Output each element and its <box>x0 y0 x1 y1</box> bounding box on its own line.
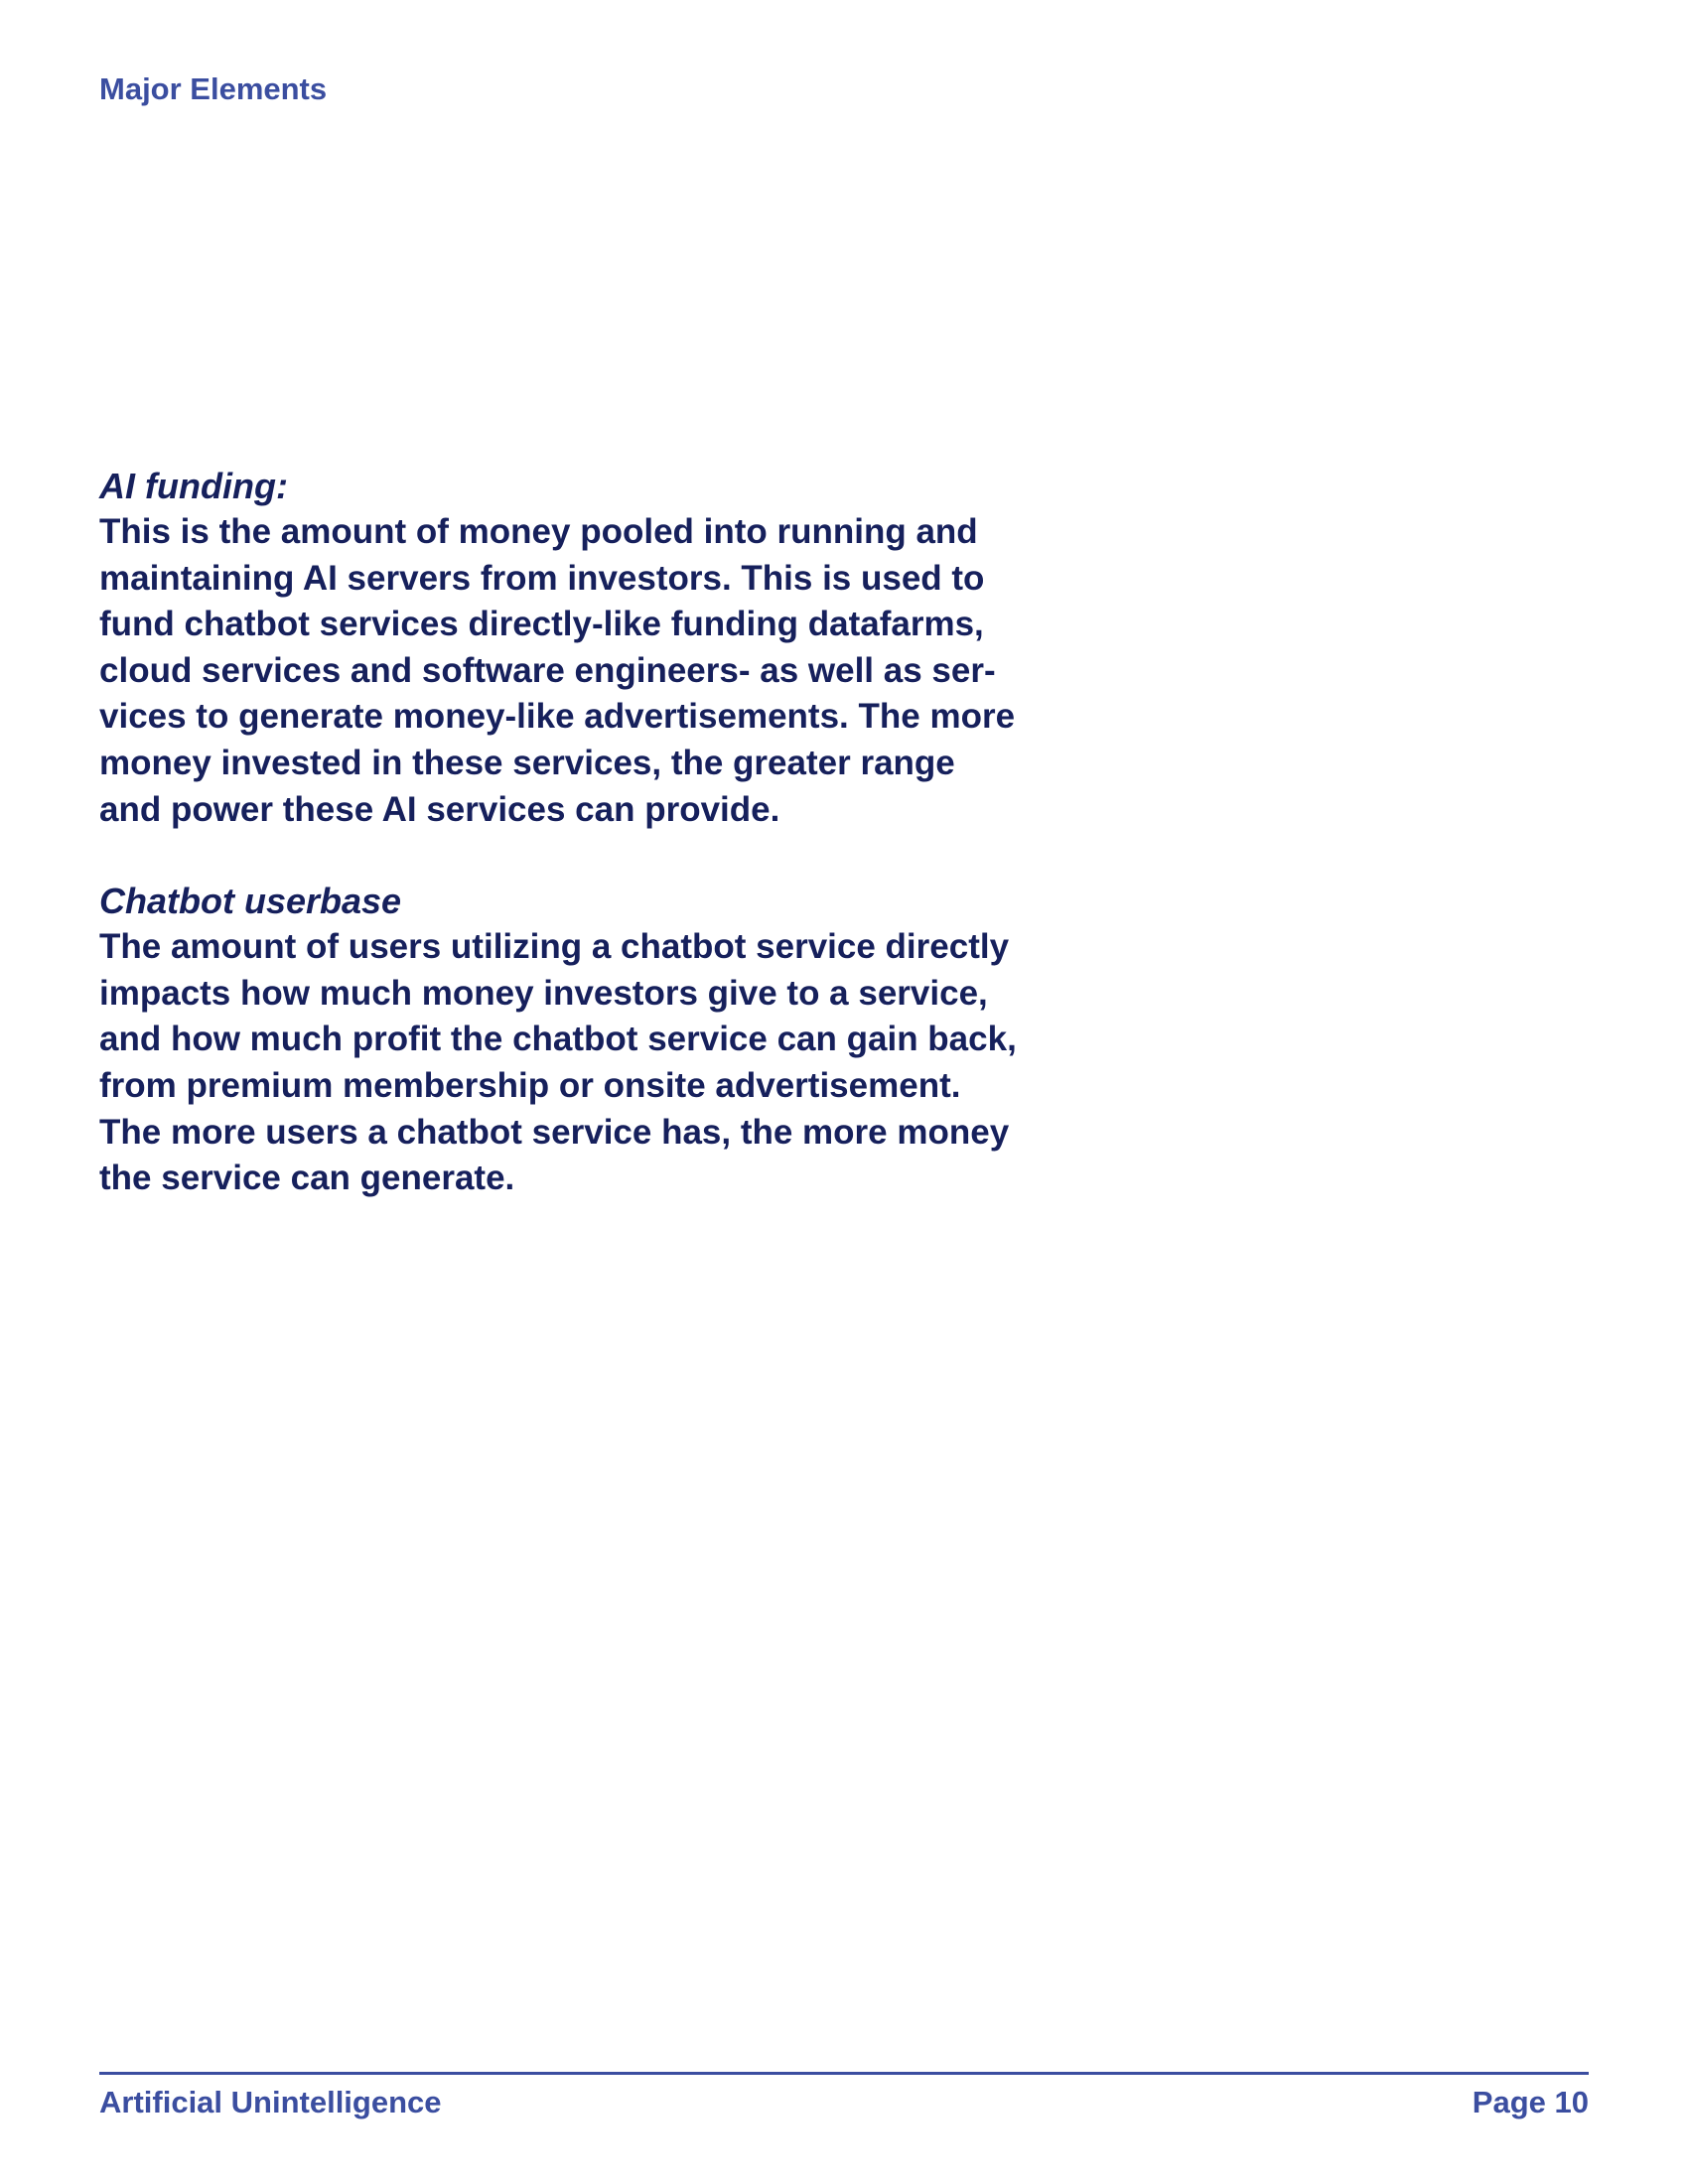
section-title: AI funding: <box>99 466 288 506</box>
body-line: and how much profit the chatbot service can gain back, <box>99 1020 1017 1059</box>
body-line: maintaining AI servers from investors. This is used to <box>99 558 985 598</box>
page-content <box>99 464 1092 1248</box>
body-line: The more users a chatbot service has, the more money <box>99 1112 1010 1152</box>
body-line: The amount of users utilizing a chatbot service directly <box>99 927 1010 967</box>
section-title: Chatbot userbase <box>99 881 402 922</box>
body-line: and power these AI services can provide. <box>99 789 780 829</box>
body-line: the service can generate. <box>99 1159 515 1198</box>
section-body <box>99 924 1092 1202</box>
footer-document-title: Artificial Unintelligence <box>99 2085 442 2119</box>
body-line: from premium membership or onsite advertisement. <box>99 1065 961 1105</box>
body-line: impacts how much money investors give to a service, <box>99 973 988 1013</box>
running-header: Major Elements <box>99 71 328 106</box>
section-ai-funding <box>99 464 1092 833</box>
body-line: money invested in these services, the greater range <box>99 743 955 782</box>
body-line: This is the amount of money pooled into running and <box>99 512 978 551</box>
footer-divider <box>99 2072 1589 2075</box>
page-number: Page 10 <box>1472 2085 1589 2119</box>
section-body <box>99 509 1092 833</box>
body-line: cloud services and software engineers- as well as ser- <box>99 650 996 690</box>
section-chatbot-userbase <box>99 879 1092 1202</box>
body-line: vices to generate money-like advertisements. The more <box>99 697 1016 737</box>
body-line: fund chatbot services directly-like funding datafarms, <box>99 605 984 644</box>
